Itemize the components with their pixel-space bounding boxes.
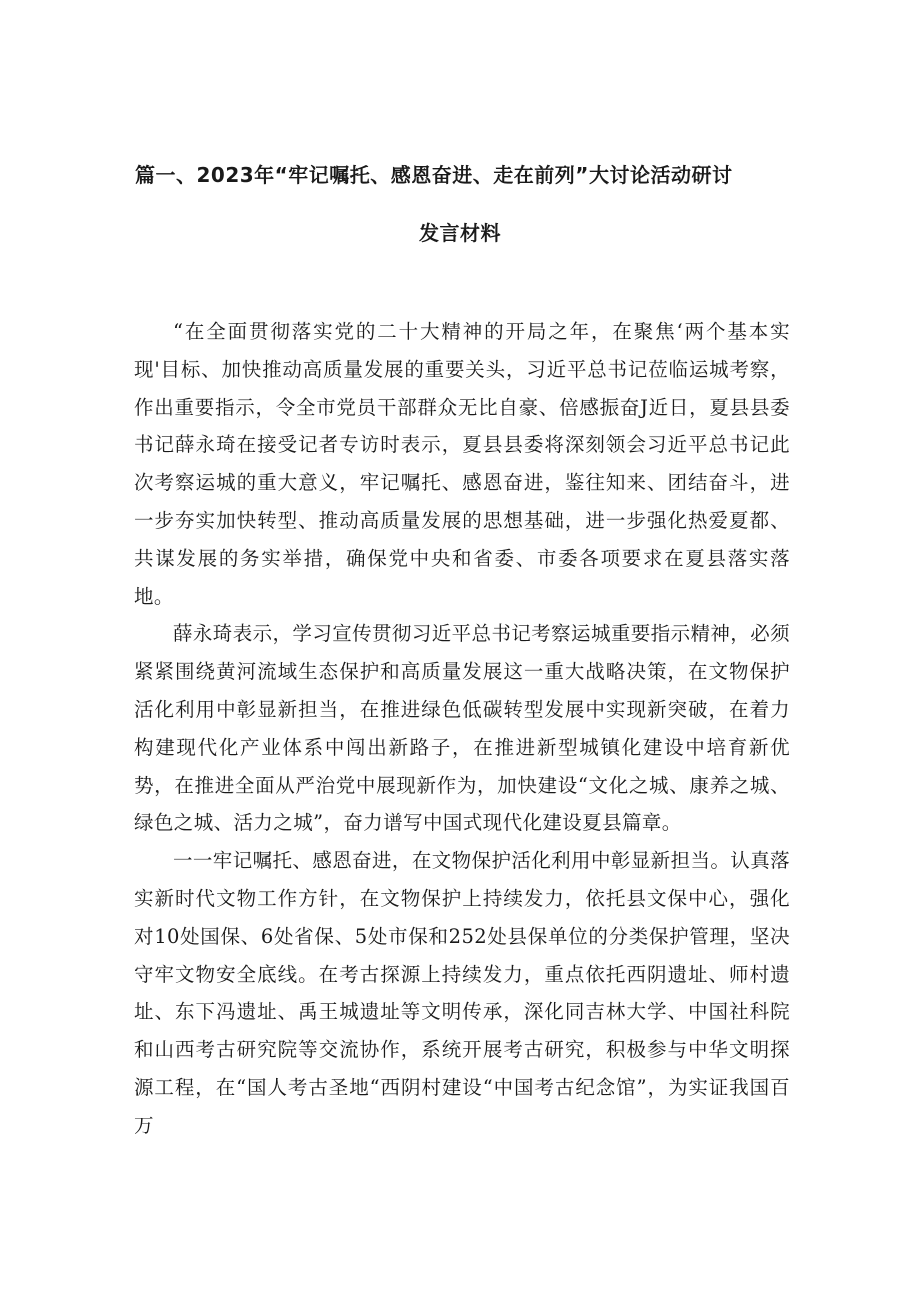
- document-title-line-1: 篇一、2023年“牢记嘱托、感恩奋进、走在前列”大讨论活动研讨: [135, 163, 733, 187]
- document-title-line-2: 发言材料: [419, 221, 501, 245]
- document-body: [134, 313, 790, 1145]
- paragraph: 薛永琦表示，学习宣传贯彻习近平总书记考察运城重要指示精神，必须紧紧围绕黄河流域生态保护和高质量发展这一重大战略决策，在文物保护活化利用中彰显新担当，在推进绿色低碳转型发展中实现新突破，在着力构建现代化产业体系中闯出新路子，在推进新型城镇化建设中培育新优势，在推进全面从严治党中展现新作为，加快建设“文化之城、康养之城、绿色之城、活力之城”，奋力谱写中国式现代化建设夏县篇章。: [134, 622, 790, 835]
- paragraph: “在全面贯彻落实党的二十大精神的开局之年，在聚焦‘两个基本实现'目标、加快推动高质量发展的重要关头，习近平总书记莅临运城考察，作出重要指示，令全市党员干部群众无比自豪、倍感振奋J近日，夏县县委书记薛永琦在接受记者专访时表示，夏县县委将深刻领会习近平总书记此次考察运城的重大意义，牢记嘱托、感恩奋进，鉴往知来、团结奋斗，进一步夯实加快转型、推动高质量发展的思想基础，进一步强化热爱夏都、共谋发展的务实举措，确保党中央和省委、市委各项要求在夏县落实落地。: [134, 320, 790, 608]
- paragraph: 一一牢记嘱托、感恩奋进，在文物保护活化利用中彰显新担当。认真落实新时代文物工作方针，在文物保护上持续发力，依托县文保中心，强化对10处国保、6处省保、5处市保和252处县保单位的分类保护管理，坚决守牢文物安全底线。在考古探源上持续发力，重点依托西阴遗址、师村遗址、东下冯遗址、禹王城遗址等文明传承，深化同吉林大学、中国社科院和山西考古研究院等交流协作，系统开展考古研究，积极参与中华文明探源工程，在“国人考古圣地“西阴村建设“中国考古纪念馆”，为实证我国百万: [134, 849, 790, 1137]
